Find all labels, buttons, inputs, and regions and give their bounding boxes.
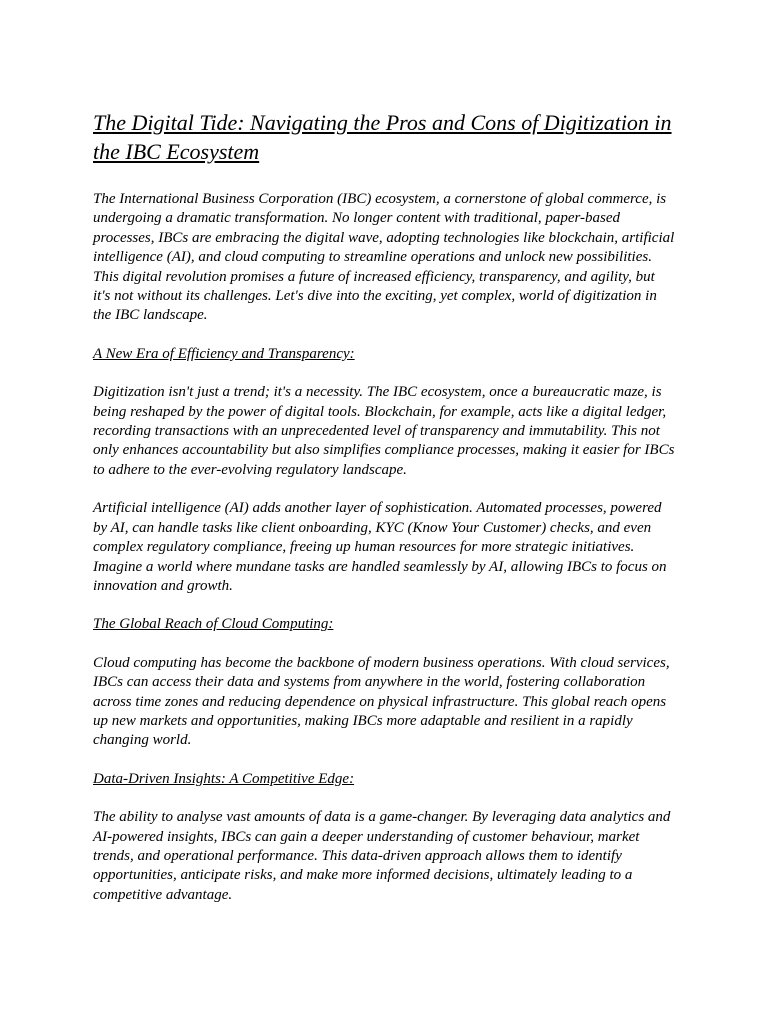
paragraph-cloud: Cloud computing has become the backbone of modern business operations. With cloud services, IBCs can access their data and systems from anywhere in the world, fostering collaboration across time zones and reducing dependence on physical infrastructure. This global reach opens up new markets and opportunities, making IBCs more adaptable and resilient in a rapidly changing world. [93, 654, 670, 749]
section-heading-efficiency: A New Era of Efficiency and Transparency: [93, 345, 355, 362]
paragraph-data: The ability to analyse vast amounts of data is a game-changer. By leveraging data analytics and AI-powered insights, IBCs can gain a deeper understanding of customer behaviour, market trends, and operational performance. This data-driven approach allows them to identify opportunities, anticipate risks, and make more informed decisions, ultimately leading to a competitive advantage. [93, 809, 671, 903]
paragraph-ai: Artificial intelligence (AI) adds another layer of sophistication. Automated processes, powered by AI, can handle tasks like client onboarding, KYC (Know Your Customer) checks, and even complex regulatory compliance, freeing up human resources for more strategic initiatives. Imagine a world where mundane tasks are handled seamlessly by AI, allowing IBCs to focus on innovation and growth. [93, 500, 667, 594]
document-title: The Digital Tide: Navigating the Pros and Cons of Digitization in the IBC Ecosystem [93, 110, 672, 164]
section-heading-data: Data-Driven Insights: A Competitive Edge: [93, 770, 355, 787]
intro-paragraph: The International Business Corporation (IBC) ecosystem, a cornerstone of global commerce, is undergoing a dramatic transformation. No longer content with traditional, paper-based processes, IBCs are embracing the digital wave, adopting technologies like blockchain, artificial intelligence (AI), and cloud computing to streamline operations and unlock new possibilities. This digital revolution promises a future of increased efficiency, transparency, and agility, but it's not without its challenges. Let's dive into the exciting, yet complex, world of digitization in the IBC landscape. [93, 191, 675, 324]
section-heading-cloud: The Global Reach of Cloud Computing: [93, 616, 334, 633]
document-body [93, 108, 675, 924]
paragraph-digitization: Digitization isn't just a trend; it's a necessity. The IBC ecosystem, once a bureaucratic maze, is being reshaped by the power of digital tools. Blockchain, for example, acts like a digital ledger, recording transactions with an unprecedented level of transparency and immutability. This not only enhances accountability but also simplifies compliance processes, making it easier for IBCs to adhere to the ever-evolving regulatory landscape. [93, 384, 675, 478]
